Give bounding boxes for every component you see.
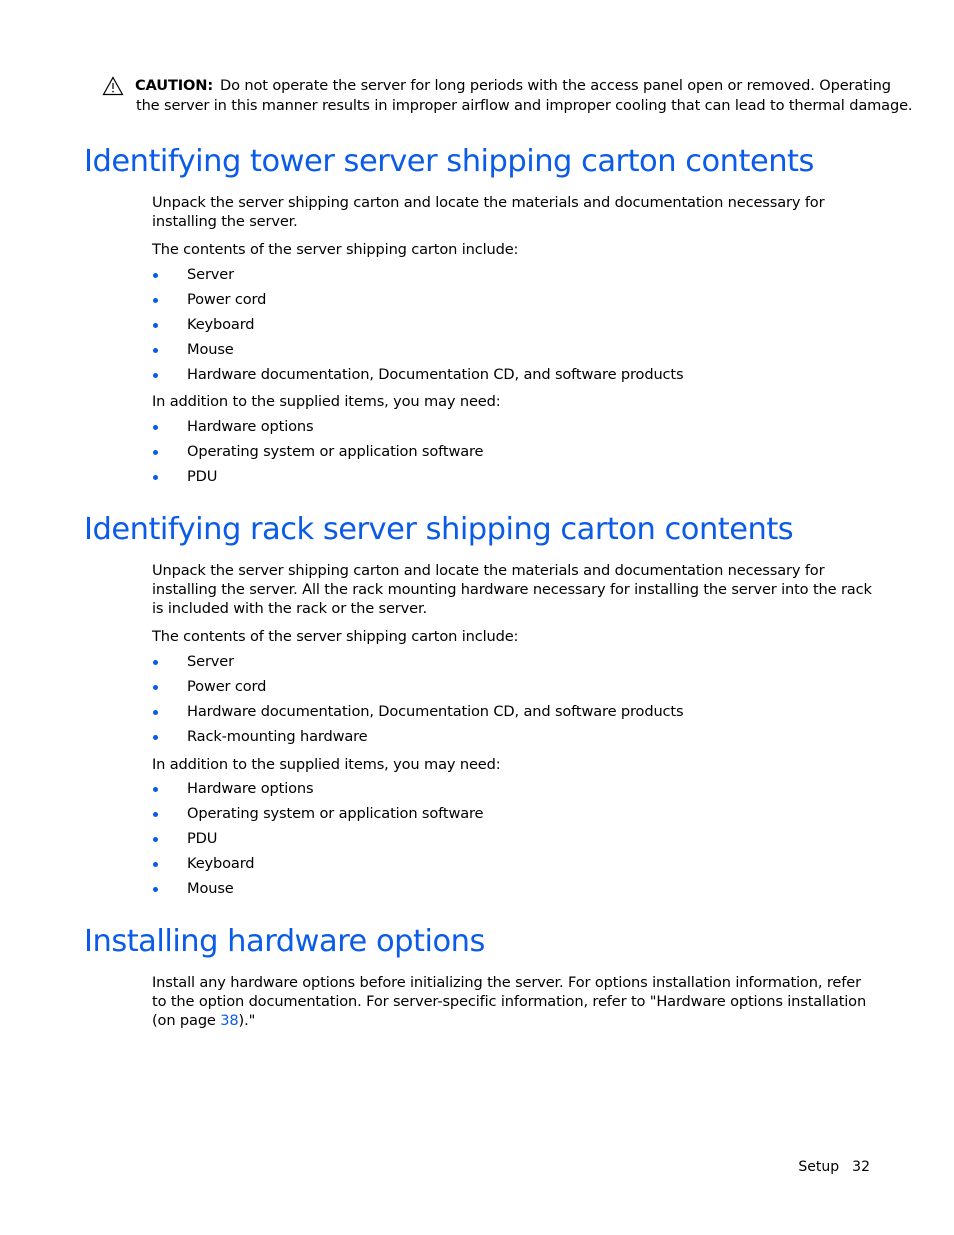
- list-item-text: Server: [187, 266, 234, 283]
- list-item: [152, 779, 483, 804]
- bullet-icon: [153, 710, 158, 715]
- list-item: [152, 417, 483, 442]
- list-item-text: Keyboard: [187, 855, 255, 872]
- list-item: [152, 677, 683, 702]
- section-body-installing: [152, 973, 872, 1030]
- list-item: [152, 727, 683, 752]
- list-item-text: PDU: [187, 468, 218, 485]
- contents-list-tower: [152, 265, 683, 390]
- list-item: [152, 804, 483, 829]
- page-number: 32: [852, 1159, 870, 1175]
- bullet-icon: [153, 450, 158, 455]
- list-item: [152, 467, 483, 492]
- caution-label: CAUTION:: [135, 77, 214, 94]
- list-item-text: Hardware options: [187, 418, 314, 435]
- list-item: [152, 854, 483, 879]
- bullet-icon: [153, 273, 158, 278]
- list-item: [152, 340, 683, 365]
- list-item-text: Hardware options: [187, 780, 314, 797]
- list-item: [152, 442, 483, 467]
- list-item-text: Operating system or application software: [187, 805, 484, 822]
- body-text-end: ).": [238, 1012, 256, 1029]
- list-item-text: Server: [187, 653, 234, 670]
- section-heading-rack: Identifying rack server shipping carton contents: [84, 512, 794, 547]
- caution-line-2: the server in this manner results in improper airflow and improper cooling that can lead to thermal damage.: [136, 97, 913, 114]
- bullet-icon: [153, 298, 158, 303]
- list-item-text: Mouse: [187, 880, 234, 897]
- list-item: [152, 315, 683, 340]
- footer-section: Setup: [798, 1159, 840, 1175]
- bullet-icon: [153, 348, 158, 353]
- section-intro-rack: Unpack the server shipping carton and locate the materials and documentation necessary for installing the server. All the rack mounting hardware necessary for installing the server into the rack is included with the rack or the server.: [152, 562, 872, 617]
- bullet-icon: [153, 812, 158, 817]
- list-item-text: Hardware documentation, Documentation CD, and software products: [187, 366, 684, 383]
- extra-list-tower: [152, 417, 483, 492]
- caution-notice: [102, 76, 913, 114]
- list-item-text: PDU: [187, 830, 218, 847]
- bullet-icon: [153, 475, 158, 480]
- contents-list-rack: [152, 652, 683, 752]
- section-intro-tower: Unpack the server shipping carton and locate the materials and documentation necessary for installing the server.: [152, 194, 825, 230]
- extra-list-rack: [152, 779, 483, 904]
- list-item-text: Hardware documentation, Documentation CD, and software products: [187, 703, 684, 720]
- list-item-text: Power cord: [187, 291, 267, 308]
- list-item: [152, 652, 683, 677]
- extra-intro-tower: In addition to the supplied items, you may need:: [152, 393, 501, 410]
- caution-line-1: Do not operate the server for long periods with the access panel open or removed. Operating: [220, 77, 891, 94]
- list-item: [152, 365, 683, 390]
- contents-intro-rack: The contents of the server shipping carton include:: [152, 628, 519, 645]
- section-heading-installing: Installing hardware options: [84, 924, 485, 959]
- bullet-icon: [153, 837, 158, 842]
- bullet-icon: [153, 660, 158, 665]
- bullet-icon: [153, 887, 158, 892]
- list-item-text: Rack-mounting hardware: [187, 728, 368, 745]
- bullet-icon: [153, 862, 158, 867]
- extra-intro-rack: In addition to the supplied items, you may need:: [152, 756, 501, 773]
- list-item: [152, 290, 683, 315]
- list-item: [152, 265, 683, 290]
- bullet-icon: [153, 787, 158, 792]
- page-footer: [798, 1158, 870, 1177]
- contents-intro-tower: The contents of the server shipping carton include:: [152, 241, 519, 258]
- list-item-text: Keyboard: [187, 316, 255, 333]
- list-item-text: Mouse: [187, 341, 234, 358]
- bullet-icon: [153, 685, 158, 690]
- list-item: [152, 702, 683, 727]
- bullet-icon: [153, 323, 158, 328]
- list-item: [152, 829, 483, 854]
- list-item-text: Operating system or application software: [187, 443, 484, 460]
- bullet-icon: [153, 373, 158, 378]
- list-item-text: Power cord: [187, 678, 267, 695]
- bullet-icon: [153, 735, 158, 740]
- bullet-icon: [153, 425, 158, 430]
- section-heading-tower: Identifying tower server shipping carton contents: [84, 144, 814, 179]
- body-text: Install any hardware options before initializing the server. For options installation information, refer to the option documentation. For server-specific information, refer to "Hardware options installation (on page: [152, 974, 867, 1029]
- caution-text: [102, 76, 891, 95]
- caution-triangle-icon: [102, 76, 124, 96]
- page-link[interactable]: 38: [220, 1012, 239, 1029]
- list-item: [152, 879, 483, 904]
